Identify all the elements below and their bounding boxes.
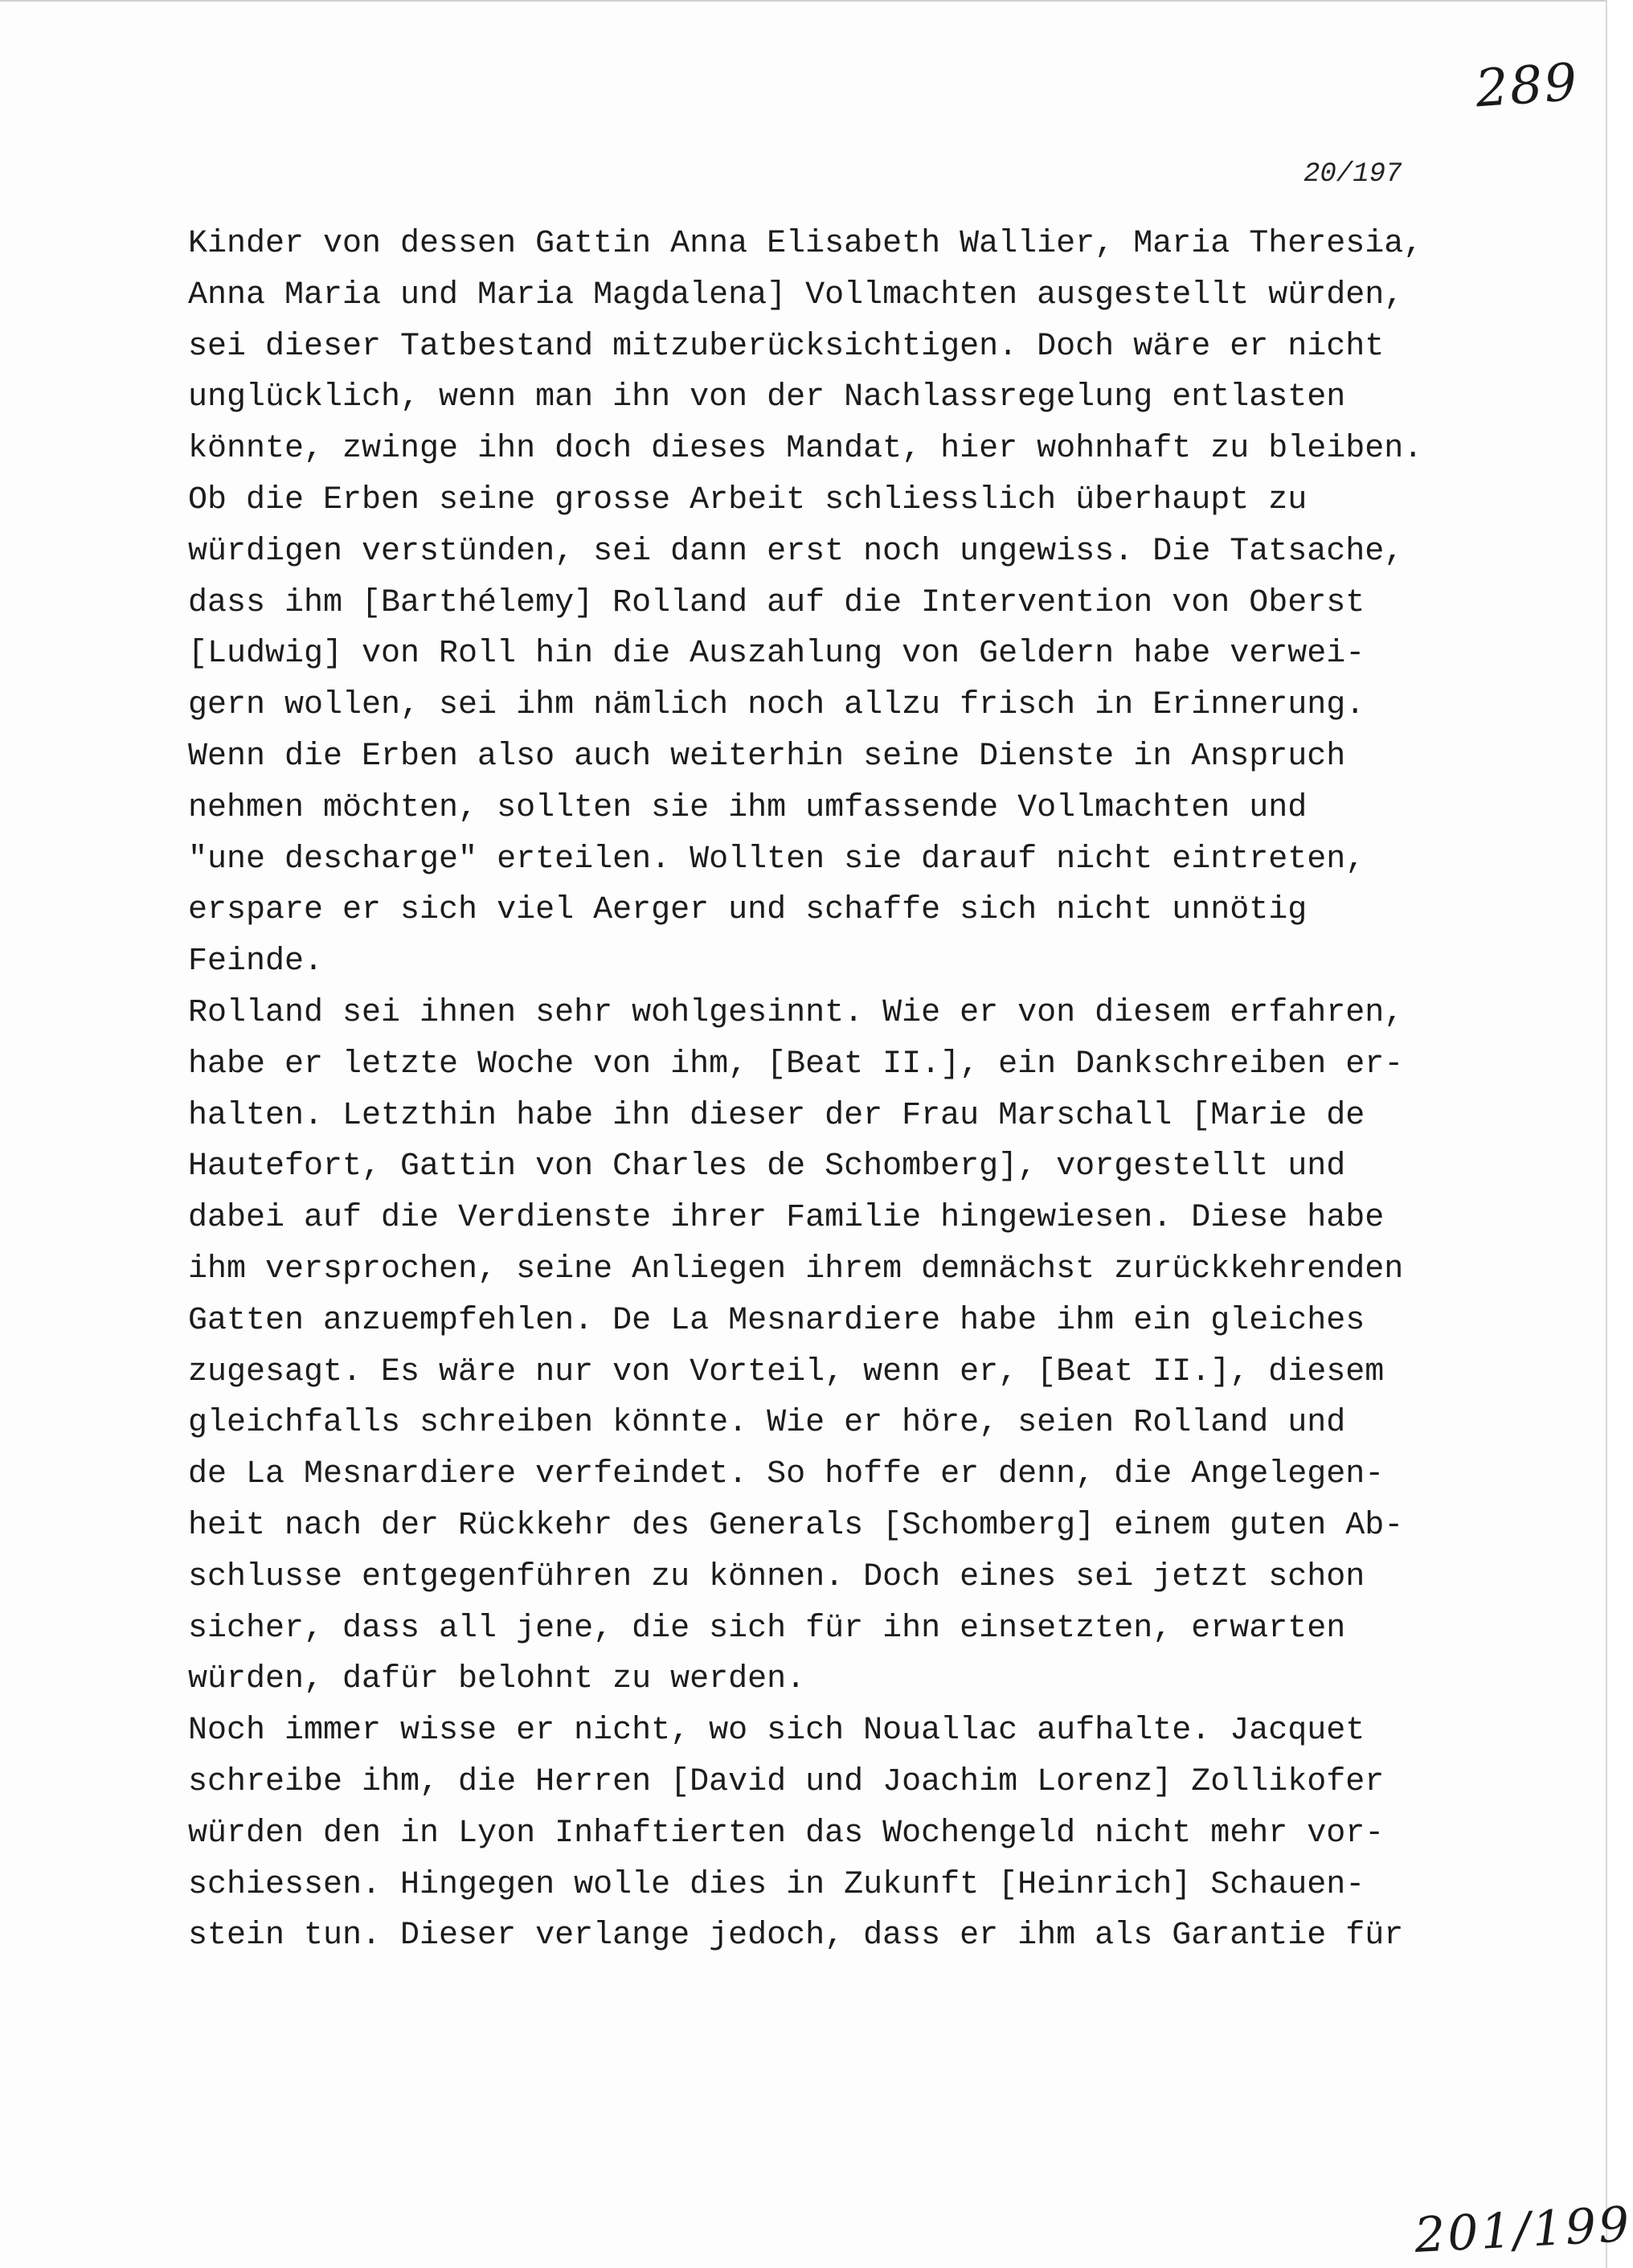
text-line: schreibe ihm, die Herren [David und Joachim Lorenz] Zollikofer: [188, 1763, 1385, 1800]
text-line: "une descharge" erteilen. Wollten sie darauf nicht eintreten,: [188, 841, 1365, 878]
text-line: würdigen verstünden, sei dann erst noch ungewiss. Die Tatsache,: [188, 533, 1404, 570]
text-line: Rolland sei ihnen sehr wohlgesinnt. Wie er von diesem erfahren,: [188, 994, 1404, 1031]
page-edge-right: [1606, 0, 1607, 2268]
text-line: sei dieser Tatbestand mitzuberücksichtigen. Doch wäre er nicht: [188, 328, 1385, 365]
text-line: Hautefort, Gattin von Charles de Schomberg], vorgestellt und: [188, 1148, 1346, 1185]
text-line: Ob die Erben seine grosse Arbeit schliesslich überhaupt zu: [188, 481, 1308, 518]
text-line: Wenn die Erben also auch weiterhin seine Dienste in Anspruch: [188, 738, 1346, 775]
text-line: würden, dafür belohnt zu werden.: [188, 1661, 806, 1698]
text-line: Feinde.: [188, 944, 324, 980]
text-line: gern wollen, sei ihm nämlich noch allzu frisch in Erinnerung.: [188, 687, 1365, 724]
text-line: Anna Maria und Maria Magdalena] Vollmachten ausgestellt würden,: [188, 276, 1404, 313]
text-line: ihm versprochen, seine Anliegen ihrem demnächst zurückkehrenden: [188, 1251, 1404, 1288]
text-line: nehmen möchten, sollten sie ihm umfassende Vollmachten und: [188, 789, 1308, 826]
text-line: unglücklich, wenn man ihn von der Nachlassregelung entlasten: [188, 379, 1346, 416]
text-line: würden den in Lyon Inhaftierten das Wochengeld nicht mehr vor-: [188, 1815, 1385, 1852]
document-reference-number: 20/197: [1304, 159, 1402, 190]
text-line: stein tun. Dieser verlange jedoch, dass er ihm als Garantie für: [188, 1918, 1404, 1955]
handwritten-folio-number: 289: [1473, 52, 1581, 120]
text-line: heit nach der Rückkehr des Generals [Schomberg] einem guten Ab-: [188, 1507, 1404, 1544]
text-line: Gatten anzuempfehlen. De La Mesnardiere habe ihm ein gleiches: [188, 1302, 1365, 1339]
handwritten-page-number-bottom: 201/199: [1413, 2196, 1633, 2265]
text-line: schlusse entgegenführen zu können. Doch eines sei jetzt schon: [188, 1558, 1365, 1595]
page-edge-top: [0, 0, 1607, 2]
text-line: [Ludwig] von Roll hin die Auszahlung von Geldern habe verwei-: [188, 636, 1365, 673]
text-line: könnte, zwinge ihn doch dieses Mandat, hier wohnhaft zu bleiben.: [188, 431, 1423, 468]
text-line: zugesagt. Es wäre nur von Vorteil, wenn er, [Beat II.], diesem: [188, 1353, 1385, 1390]
text-line: halten. Letzthin habe ihn dieser der Frau Marschall [Marie de: [188, 1097, 1365, 1134]
text-line: dass ihm [Barthélemy] Rolland auf die Intervention von Oberst: [188, 584, 1365, 621]
text-line: Noch immer wisse er nicht, wo sich Nouallac aufhalte. Jacquet: [188, 1713, 1365, 1750]
text-line: schiessen. Hingegen wolle dies in Zukunft [Heinrich] Schauen-: [188, 1866, 1365, 1903]
text-line: Kinder von dessen Gattin Anna Elisabeth Wallier, Maria Theresia,: [188, 226, 1423, 262]
body-text: [188, 219, 1442, 1962]
text-line: de La Mesnardiere verfeindet. So hoffe er denn, die Angelegen-: [188, 1456, 1385, 1493]
text-line: gleichfalls schreiben könnte. Wie er höre, seien Rolland und: [188, 1405, 1346, 1442]
text-line: habe er letzte Woche von ihm, [Beat II.], ein Dankschreiben er-: [188, 1046, 1404, 1083]
text-line: dabei auf die Verdienste ihrer Familie hingewiesen. Diese habe: [188, 1200, 1385, 1237]
text-line: sicher, dass all jene, die sich für ihn einsetzten, erwarten: [188, 1610, 1346, 1647]
text-line: erspare er sich viel Aerger und schaffe sich nicht unnötig: [188, 892, 1308, 929]
